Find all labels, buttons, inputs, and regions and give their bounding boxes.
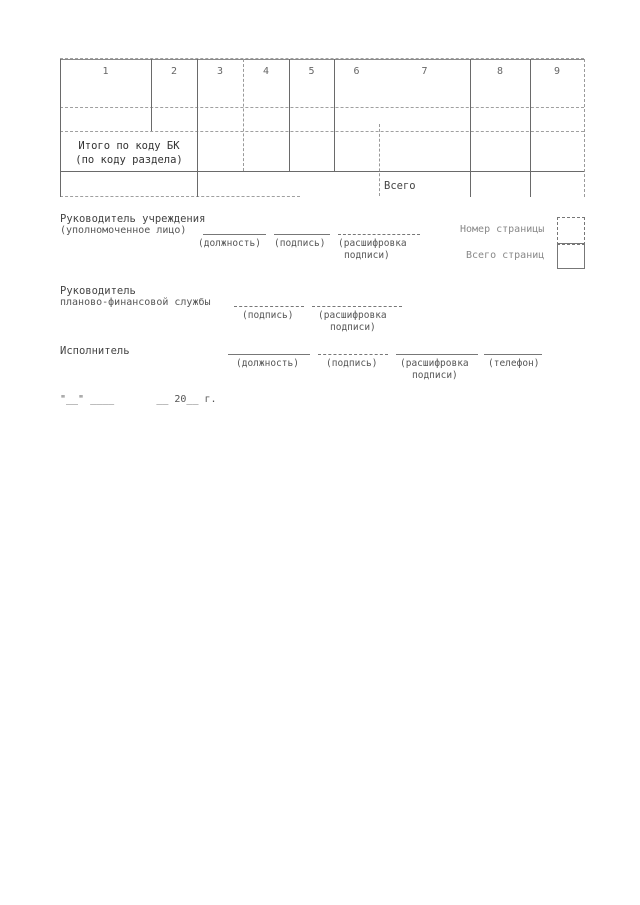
finance-decoding-caption: (расшифровка bbox=[318, 310, 387, 321]
table-col-line-0 bbox=[60, 59, 61, 197]
finance-decoding-caption-2: подписи) bbox=[330, 322, 376, 333]
column-number-7: 7 bbox=[421, 66, 428, 77]
head-decoding-line bbox=[338, 234, 420, 235]
total-pages-label: Всего страниц bbox=[466, 250, 545, 261]
total-all-label: Всего bbox=[384, 180, 416, 192]
table-col-line-2 bbox=[197, 59, 198, 197]
column-number-3: 3 bbox=[216, 66, 224, 77]
head-signature-line bbox=[274, 234, 330, 235]
executor-decoding-caption: (расшифровка bbox=[400, 358, 469, 369]
finance-sublabel: планово-финансовой службы bbox=[60, 297, 211, 308]
column-number-4: 4 bbox=[262, 66, 270, 77]
total-pages-box[interactable] bbox=[557, 243, 585, 269]
executor-position-caption: (должность) bbox=[236, 358, 299, 369]
executor-phone-line bbox=[484, 354, 542, 355]
table-col-line-9 bbox=[584, 59, 585, 197]
finance-signature-caption: (подпись) bbox=[242, 310, 294, 321]
column-number-5: 5 bbox=[308, 66, 315, 77]
table-col-line-6 bbox=[379, 124, 380, 196]
head-label: Руководитель учреждения bbox=[60, 213, 206, 225]
table-col-line-8 bbox=[530, 59, 531, 197]
executor-phone-caption: (телефон) bbox=[488, 358, 540, 369]
head-decoding-caption-2: подписи) bbox=[344, 250, 390, 261]
date-line: "__" ____ __ 20__ г. bbox=[60, 394, 217, 405]
total-by-section-label: (по коду раздела) bbox=[75, 154, 183, 166]
executor-label: Исполнитель bbox=[60, 345, 130, 357]
column-number-8: 8 bbox=[496, 66, 504, 77]
head-position-caption: (должность) bbox=[198, 238, 261, 249]
executor-signature-line bbox=[318, 354, 388, 355]
executor-position-line bbox=[228, 354, 310, 355]
table-top-border-solid bbox=[60, 59, 584, 60]
executor-decoding-caption-2: подписи) bbox=[412, 370, 458, 381]
finance-label: Руководитель bbox=[60, 285, 136, 297]
column-number-6: 6 bbox=[353, 66, 360, 77]
head-signature-caption: (подпись) bbox=[274, 238, 326, 249]
column-number-2: 2 bbox=[170, 66, 178, 77]
table-row-divider-3 bbox=[60, 171, 584, 172]
executor-decoding-line bbox=[396, 354, 478, 355]
head-position-line bbox=[203, 234, 266, 235]
head-sublabel: (уполномоченное лицо) bbox=[60, 225, 187, 236]
finance-signature-line bbox=[234, 306, 304, 307]
finance-decoding-line bbox=[312, 306, 402, 307]
executor-signature-caption: (подпись) bbox=[326, 358, 378, 369]
head-decoding-caption: (расшифровка bbox=[338, 238, 407, 249]
page-number-label: Номер страницы bbox=[460, 224, 545, 235]
column-number-9: 9 bbox=[553, 66, 561, 77]
table-row-divider-1 bbox=[60, 107, 584, 108]
total-by-bk-label: Итого по коду БК bbox=[78, 140, 180, 152]
page-number-box[interactable] bbox=[557, 217, 585, 245]
table-row-divider-2 bbox=[60, 131, 584, 132]
column-number-1: 1 bbox=[102, 66, 109, 77]
table-col-line-7 bbox=[470, 59, 471, 197]
table-bottom-border bbox=[60, 196, 300, 197]
